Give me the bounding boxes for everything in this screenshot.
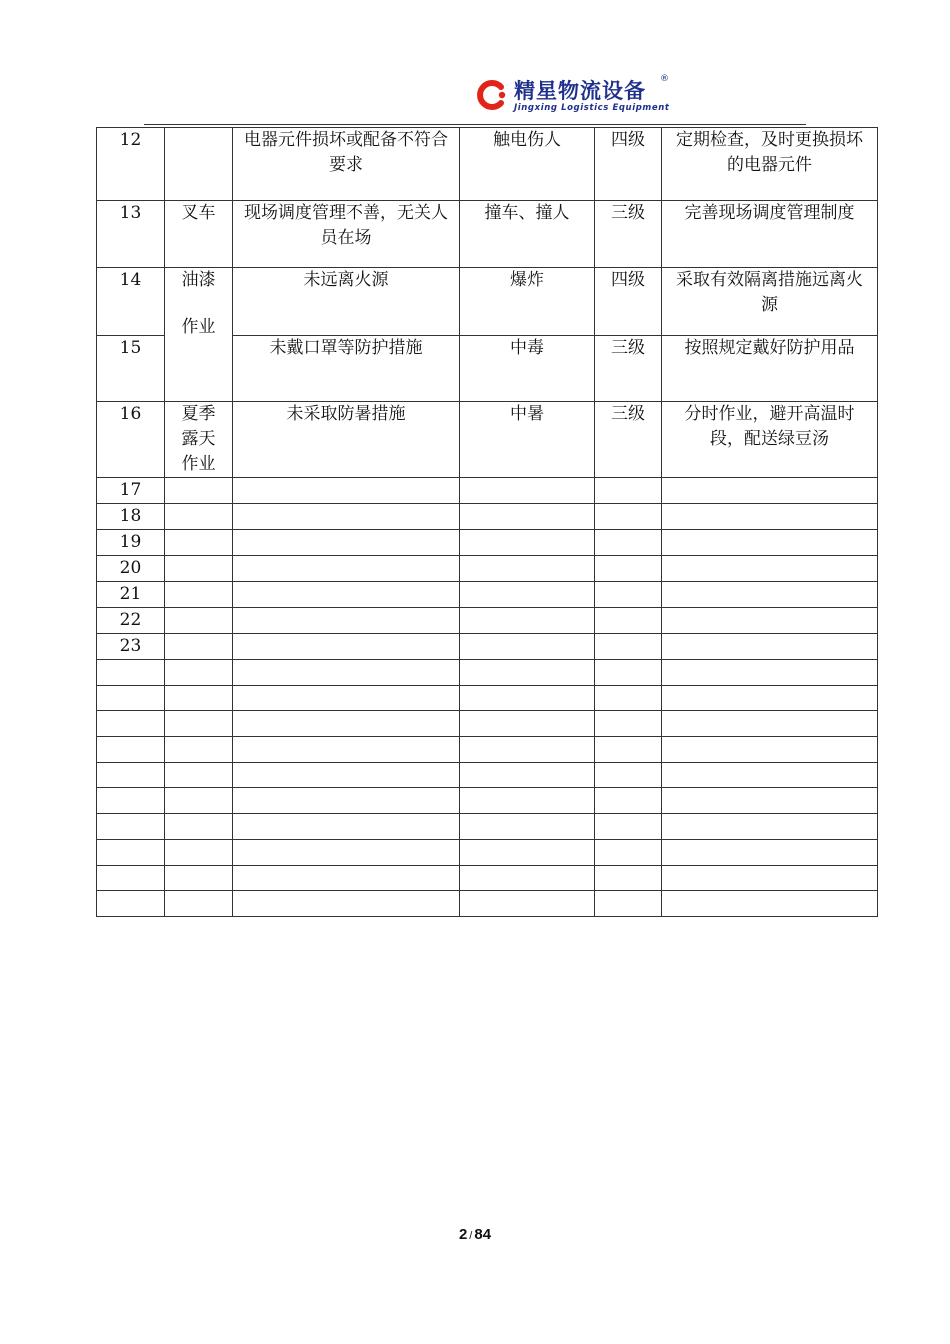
empty-cell bbox=[662, 504, 878, 530]
empty-cell bbox=[595, 865, 662, 891]
empty-cell bbox=[595, 685, 662, 711]
empty-cell bbox=[595, 788, 662, 814]
empty-cell bbox=[165, 478, 233, 504]
page-number bbox=[0, 1226, 950, 1243]
empty-cell bbox=[662, 608, 878, 634]
empty-cell bbox=[460, 762, 595, 788]
empty-cell bbox=[165, 839, 233, 865]
row-number bbox=[97, 711, 165, 737]
risk-level-cell: 三级 bbox=[595, 335, 662, 402]
empty-cell bbox=[662, 814, 878, 840]
control-measure-cell: 分时作业，避开高温时段，配送绿豆汤 bbox=[662, 402, 878, 478]
table-row bbox=[97, 660, 878, 686]
table-row bbox=[97, 762, 878, 788]
empty-cell bbox=[460, 814, 595, 840]
table-row bbox=[97, 402, 878, 478]
empty-cell bbox=[595, 660, 662, 686]
header-divider bbox=[144, 124, 806, 125]
risk-level-cell: 四级 bbox=[595, 268, 662, 336]
work-category: 叉车 bbox=[165, 201, 233, 268]
row-number bbox=[97, 660, 165, 686]
empty-cell bbox=[662, 737, 878, 763]
row-number: 12 bbox=[97, 128, 165, 201]
consequence-cell: 触电伤人 bbox=[460, 128, 595, 201]
empty-cell bbox=[595, 530, 662, 556]
empty-cell bbox=[233, 762, 460, 788]
empty-cell bbox=[165, 814, 233, 840]
empty-cell bbox=[460, 788, 595, 814]
empty-cell bbox=[595, 556, 662, 582]
empty-cell bbox=[662, 685, 878, 711]
empty-cell bbox=[595, 737, 662, 763]
empty-cell bbox=[662, 762, 878, 788]
row-number: 20 bbox=[97, 556, 165, 582]
risk-level-cell: 四级 bbox=[595, 128, 662, 201]
control-measure-cell: 采取有效隔离措施远离火源 bbox=[662, 268, 878, 336]
empty-cell bbox=[460, 711, 595, 737]
control-measure-cell: 按照规定戴好防护用品 bbox=[662, 335, 878, 402]
work-category bbox=[165, 128, 233, 201]
logo-english-name: Jingxing Logistics Equipment bbox=[514, 103, 670, 113]
work-category bbox=[165, 268, 233, 402]
empty-cell bbox=[662, 556, 878, 582]
table-row bbox=[97, 128, 878, 201]
row-number: 17 bbox=[97, 478, 165, 504]
empty-cell bbox=[233, 685, 460, 711]
category-line-2: 作业 bbox=[181, 317, 216, 337]
empty-cell bbox=[233, 891, 460, 917]
empty-cell bbox=[460, 530, 595, 556]
hazard-cell: 未远离火源 bbox=[233, 268, 460, 336]
risk-level-cell: 三级 bbox=[595, 402, 662, 478]
risk-level-cell: 三级 bbox=[595, 201, 662, 268]
table-row bbox=[97, 556, 878, 582]
table-row bbox=[97, 865, 878, 891]
empty-cell bbox=[165, 737, 233, 763]
empty-cell bbox=[595, 478, 662, 504]
consequence-cell: 撞车、撞人 bbox=[460, 201, 595, 268]
row-number: 15 bbox=[97, 335, 165, 402]
consequence-cell: 爆炸 bbox=[460, 268, 595, 336]
empty-cell bbox=[165, 788, 233, 814]
empty-cell bbox=[460, 634, 595, 660]
empty-cell bbox=[233, 865, 460, 891]
table-row bbox=[97, 530, 878, 556]
empty-cell bbox=[662, 891, 878, 917]
empty-cell bbox=[165, 608, 233, 634]
row-number: 22 bbox=[97, 608, 165, 634]
registered-mark: ® bbox=[660, 74, 669, 84]
table-row bbox=[97, 814, 878, 840]
empty-cell bbox=[165, 891, 233, 917]
page-separator: / bbox=[469, 1230, 473, 1242]
empty-cell bbox=[595, 608, 662, 634]
table-row bbox=[97, 582, 878, 608]
page-current: 2 bbox=[458, 1226, 468, 1243]
empty-cell bbox=[662, 788, 878, 814]
category-line-1: 油漆 bbox=[181, 270, 216, 290]
empty-cell bbox=[165, 660, 233, 686]
empty-cell bbox=[595, 839, 662, 865]
hazard-cell: 未戴口罩等防护措施 bbox=[233, 335, 460, 402]
empty-cell bbox=[595, 504, 662, 530]
row-number bbox=[97, 685, 165, 711]
row-number bbox=[97, 762, 165, 788]
row-number: 13 bbox=[97, 201, 165, 268]
empty-cell bbox=[460, 685, 595, 711]
table-row bbox=[97, 634, 878, 660]
company-logo bbox=[474, 72, 679, 118]
empty-cell bbox=[165, 504, 233, 530]
table-row bbox=[97, 268, 878, 336]
empty-cell bbox=[662, 660, 878, 686]
control-measure-cell: 定期检查，及时更换损坏的电器元件 bbox=[662, 128, 878, 201]
table-row bbox=[97, 478, 878, 504]
table-row bbox=[97, 504, 878, 530]
empty-cell bbox=[662, 582, 878, 608]
row-number: 19 bbox=[97, 530, 165, 556]
empty-cell bbox=[233, 634, 460, 660]
table-row bbox=[97, 201, 878, 268]
row-number bbox=[97, 891, 165, 917]
row-number: 16 bbox=[97, 402, 165, 478]
page-total: 84 bbox=[474, 1226, 492, 1243]
table-row bbox=[97, 737, 878, 763]
empty-cell bbox=[233, 556, 460, 582]
row-number: 23 bbox=[97, 634, 165, 660]
table-row bbox=[97, 891, 878, 917]
hazard-cell: 电器元件损坏或配备不符合要求 bbox=[233, 128, 460, 201]
empty-cell bbox=[165, 685, 233, 711]
empty-cell bbox=[460, 582, 595, 608]
table-row bbox=[97, 608, 878, 634]
table-row bbox=[97, 685, 878, 711]
empty-cell bbox=[662, 634, 878, 660]
table-row bbox=[97, 839, 878, 865]
logo-mark-icon bbox=[474, 78, 508, 112]
control-measure-cell: 完善现场调度管理制度 bbox=[662, 201, 878, 268]
empty-cell bbox=[662, 478, 878, 504]
row-number bbox=[97, 788, 165, 814]
empty-cell bbox=[460, 504, 595, 530]
empty-cell bbox=[595, 762, 662, 788]
empty-cell bbox=[233, 839, 460, 865]
row-number bbox=[97, 737, 165, 763]
empty-cell bbox=[662, 865, 878, 891]
empty-cell bbox=[595, 891, 662, 917]
empty-cell bbox=[165, 711, 233, 737]
empty-cell bbox=[233, 711, 460, 737]
empty-cell bbox=[662, 711, 878, 737]
empty-cell bbox=[595, 711, 662, 737]
empty-cell bbox=[460, 737, 595, 763]
empty-cell bbox=[460, 891, 595, 917]
empty-cell bbox=[662, 839, 878, 865]
hazard-table bbox=[96, 127, 878, 917]
consequence-cell: 中毒 bbox=[460, 335, 595, 402]
blank-rows bbox=[97, 478, 878, 917]
empty-cell bbox=[165, 530, 233, 556]
row-number: 21 bbox=[97, 582, 165, 608]
empty-cell bbox=[233, 660, 460, 686]
row-number bbox=[97, 814, 165, 840]
table-row bbox=[97, 711, 878, 737]
row-number bbox=[97, 839, 165, 865]
empty-cell bbox=[460, 478, 595, 504]
empty-cell bbox=[595, 814, 662, 840]
row-number: 14 bbox=[97, 268, 165, 336]
empty-cell bbox=[460, 865, 595, 891]
empty-cell bbox=[165, 762, 233, 788]
empty-cell bbox=[165, 865, 233, 891]
table-row bbox=[97, 788, 878, 814]
row-number: 18 bbox=[97, 504, 165, 530]
empty-cell bbox=[233, 582, 460, 608]
hazard-cell: 未采取防暑措施 bbox=[233, 402, 460, 478]
empty-cell bbox=[460, 839, 595, 865]
empty-cell bbox=[460, 608, 595, 634]
empty-cell bbox=[165, 556, 233, 582]
empty-cell bbox=[460, 556, 595, 582]
empty-cell bbox=[165, 582, 233, 608]
empty-cell bbox=[595, 582, 662, 608]
hazard-cell: 现场调度管理不善，无关人员在场 bbox=[233, 201, 460, 268]
row-number bbox=[97, 865, 165, 891]
empty-cell bbox=[233, 788, 460, 814]
empty-cell bbox=[233, 814, 460, 840]
empty-cell bbox=[233, 737, 460, 763]
logo-chinese-name: 精星物流设备 bbox=[514, 79, 646, 103]
empty-cell bbox=[233, 530, 460, 556]
work-category: 夏季露天作业 bbox=[165, 402, 233, 478]
consequence-cell: 中暑 bbox=[460, 402, 595, 478]
empty-cell bbox=[165, 634, 233, 660]
empty-cell bbox=[662, 530, 878, 556]
empty-cell bbox=[460, 660, 595, 686]
empty-cell bbox=[233, 504, 460, 530]
empty-cell bbox=[233, 478, 460, 504]
empty-cell bbox=[233, 608, 460, 634]
empty-cell bbox=[595, 634, 662, 660]
